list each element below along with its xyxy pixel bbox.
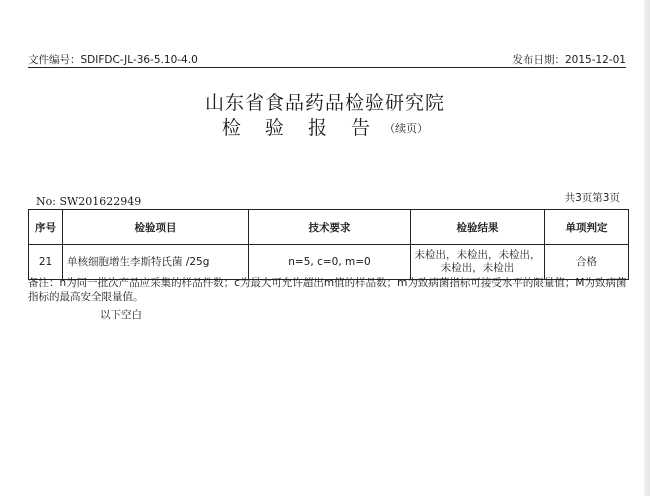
continued-label: （续页） — [384, 122, 429, 135]
document-header — [28, 52, 626, 68]
report-number: No: SW201622949 — [36, 195, 142, 208]
institute-title: 山东省食品药品检验研究院 — [204, 92, 445, 114]
cell-requirement: n=5, c=0, m=0 — [249, 245, 411, 280]
scan-edge — [644, 0, 650, 496]
column-header-result: 检验结果 — [411, 210, 545, 245]
report-title-text: 检 验 报 告 — [221, 117, 380, 139]
cell-no: 21 — [29, 245, 63, 280]
header-rule — [28, 67, 626, 68]
blank-below-mark: 以下空白 — [100, 309, 142, 321]
results-table — [28, 209, 629, 280]
column-header-requirement: 技术要求 — [249, 210, 411, 245]
cell-result: 未检出，未检出，未检出，未检出，未检出 — [411, 245, 545, 280]
cell-item: 单核细胞增生李斯特氏菌 /25g — [63, 245, 249, 280]
remarks: 备注：n为同一批次产品应采集的样品件数；c为最大可允许超出m值的样品数；m为致病菌指标可接受水平的限量值；M为致病菌指标的最高安全限量值。 — [28, 277, 627, 303]
table-row — [29, 245, 629, 280]
table-header-row — [29, 210, 629, 245]
document-number: 文件编号：SDIFDC-JL-36-5.10-4.0 — [28, 54, 198, 66]
column-header-item: 检验项目 — [63, 210, 249, 245]
report-title — [0, 113, 650, 140]
cell-verdict: 合格 — [545, 245, 629, 280]
column-header-no: 序号 — [29, 210, 63, 245]
column-header-verdict: 单项判定 — [545, 210, 629, 245]
publish-date: 发布日期：2015-12-01 — [512, 54, 626, 66]
page-count: 共3页第3页 — [564, 192, 620, 204]
